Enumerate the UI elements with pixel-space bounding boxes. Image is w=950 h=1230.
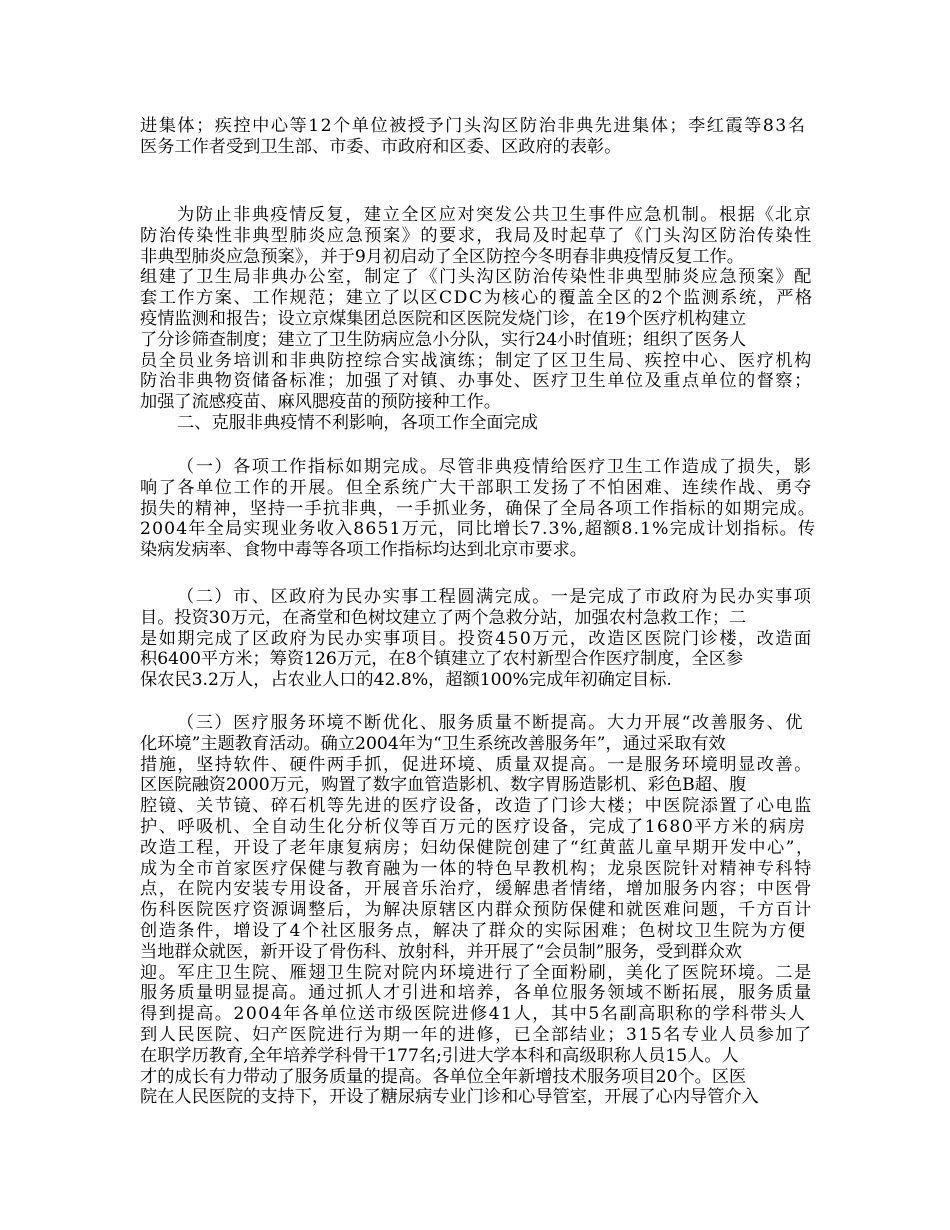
text-line: 目。投资30万元，在斋堂和色树坟建立了两个急救分站，加强农村急救工作；二 <box>140 607 747 628</box>
text-line: 加强了流感疫苗、麻风腮疫苗的预防接种工作。 <box>140 392 501 413</box>
text-line: 医务工作者受到卫生部、市委、市政府和区委、区政府的表彰。 <box>140 136 622 157</box>
text-line: 迎。军庄卫生院、雁翅卫生院对院内环境进行了全面粉刷，美化了医院环境。二是 <box>140 962 813 983</box>
text-line: 改造工程，开设了老年康复病房；妇幼保健院创建了“红黄蓝儿童早期开发中心”， <box>140 837 815 858</box>
text-line: 防治传染性非典型肺炎应急预案》的要求，我局及时起草了《门头沟区防治传染性 <box>140 225 813 246</box>
text-line: 院在人民医院的支持下，开设了糖尿病专业门诊和心导管室，开展了心内导管介入 <box>140 1087 759 1108</box>
text-line: 措施，坚持软件、硬件两手抓，促进环境、质量双提高。一是服务环境明显改善。 <box>140 754 813 775</box>
text-line: 点，在院内安装专用设备，开展音乐治疗，缓解患者情绪，增加服务内容；中医骨 <box>140 879 813 900</box>
text-line: 2004年全局实现业务收入8651万元，同比增长7.3%,超额8.1%完成计划指标。传 <box>140 519 817 540</box>
text-line: 才的成长有力带动了服务质量的提高。各单位全年新增技术服务项目20个。区医 <box>140 1066 747 1087</box>
text-line: （一）各项工作指标如期完成。尽管非典疫情给医疗卫生工作造成了损失，影 <box>177 457 813 477</box>
text-line: 当地群众就医，新开设了骨伤科、放射科，并开展了“会员制”服务，受到群众欢 <box>140 941 742 962</box>
text-line: 护、呼吸机、全自动生化分析仪等百万元的医疗设备，完成了1680平方米的病房 <box>140 817 807 837</box>
text-line: 区医院融资2000万元，购置了数字血管造影机、数字胃肠造影机、彩色B超、腹 <box>140 775 747 796</box>
text-line: 进集体；疾控中心等12个单位被授予门头沟区防治非典先进集体；李红霞等83名 <box>140 116 807 136</box>
text-line: 保农民3.2万人，占农业人口的42.8%，超额100%完成年初确定目标. <box>140 670 672 691</box>
text-line: 组建了卫生局非典办公室，制定了《门头沟区防治传染性非典型肺炎应急预案》配 <box>140 267 813 288</box>
text-line: 套工作方案、工作规范；建立了以区CDC为核心的覆盖全区的2个监测系统，严格 <box>140 288 814 309</box>
text-line: 积6400平方米；筹资126万元，在8个镇建立了农村新型合作医疗制度，全区参 <box>140 649 744 670</box>
text-line: 员全员业务培训和非典防控综合实战演练；制定了区卫生局、疾控中心、医疗机构 <box>140 350 813 371</box>
text-line: 疫情监测和报告；设立京煤集团总医院和区医院发烧门诊，在19个医疗机构建立 <box>140 309 747 329</box>
text-line: 为防止非典疫情反复，建立全区应对突发公共卫生事件应急机制。根据《北京 <box>177 205 813 225</box>
text-line: 响了各单位工作的开展。但全系统广大干部职工发扬了不怕困难、连续作战、勇夺 <box>140 477 813 498</box>
text-line: 成为全市首家医疗保健与教育融为一体的特色早教机构；龙泉医院针对精神专科特 <box>140 858 813 879</box>
text-line: 了分诊筛查制度；建立了卫生防病应急小分队，实行24小时值班；组织了医务人 <box>140 329 747 350</box>
text-line: 二、克服非典疫情不利影响，各项工作全面完成 <box>177 413 538 433</box>
text-line: 防治非典物资储备标准；加强了对镇、办事处、医疗卫生单位及重点单位的督察； <box>140 371 813 392</box>
text-line: 得到提高。2004年各单位送市级医院进修41人，其中5名副高职称的学科带头人 <box>140 1004 807 1025</box>
text-line: 损失的精神，坚持一手抗非典，一手抓业务，确保了全局各项工作指标的如期完成。 <box>140 498 817 519</box>
text-line: 在职学历教育,全年培养学科骨干177名;引进大学本科和高级职称人员15人。人 <box>140 1045 739 1066</box>
text-line: 非典型肺炎应急预案》，并于9月初启动了全区防控今冬明春非典疫情反复工作。 <box>140 246 744 267</box>
text-line: （二）市、区政府为民办实事工程圆满完成。一是完成了市政府为民办实事项 <box>177 587 813 607</box>
text-line: 创造条件，增设了4个社区服务点，解决了群众的实际困难；色树坟卫生院为方便 <box>140 921 807 941</box>
text-line: 伤科医院医疗资源调整后，为解决原辖区内群众预防保健和就医难问题，千方百计 <box>140 900 813 921</box>
text-line: 到人民医院、妇产医院进行为期一年的进修，已全部结业；315名专业人员参加了 <box>140 1025 813 1045</box>
text-line: 染病发病率、食物中毒等各项工作指标均达到北京市要求。 <box>140 540 587 561</box>
text-line: 化环境”主题教育活动。确立2004年为“卫生系统改善服务年”，通过采取有效 <box>140 733 726 754</box>
text-line: 腔镜、关节镜、碎石机等先进的医疗设备，改造了门诊大楼；中医院添置了心电监 <box>140 796 813 817</box>
text-line: 服务质量明显提高。通过抓人才引进和培养，各单位服务领域不断拓展，服务质量 <box>140 983 813 1004</box>
text-line: （三）医疗服务环境不断优化、服务质量不断提高。大力开展“改善服务、优 <box>177 713 804 733</box>
text-line: 是如期完成了区政府为民办实事项目。投资450万元，改造区医院门诊楼，改造面 <box>140 628 813 649</box>
